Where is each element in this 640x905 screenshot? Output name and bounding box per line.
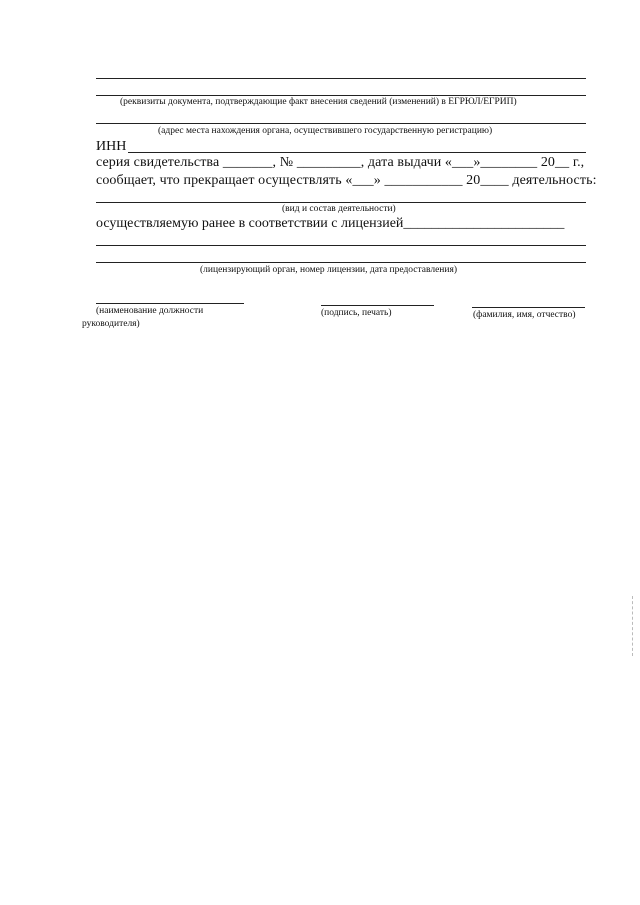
certificate-line: серия свидетельства _______, № _________, дата выдачи «___»________ 20__ г., [96,155,585,170]
blank-line-2 [96,95,586,96]
full-name-line [472,307,585,308]
signature-line [321,305,434,306]
blank-line-license-2 [96,262,586,263]
caption-signature-stamp: (подпись, печать) [321,308,392,318]
blank-line-activity [96,202,586,203]
scan-edge-marks [632,596,635,656]
caption-full-name: (фамилия, имя, отчество) [473,310,576,320]
ceases-activity-line: сообщает, что прекращает осуществлять «___» ___________ 20____ деятельность: [96,173,597,188]
blank-line-license-1 [96,245,586,246]
caption-registration-address: (адрес места нахождения органа, осуществившего государственную регистрацию) [158,126,493,136]
caption-egrul-details: (реквизиты документа, подтверждающие факт внесения сведений (изменений) в ЕГРЮЛ/ЕГРИП) [120,97,517,107]
caption-position-title: (наименование должности [96,306,204,316]
position-line [96,303,244,304]
inn-field-line [128,152,586,153]
blank-line-1 [96,78,586,79]
inn-label: ИНН [96,139,127,154]
caption-position-title-cont: руководителя) [82,319,140,329]
previous-activity-line: осуществляемую ранее в соответствии с лицензией_______________________ [96,216,565,231]
blank-line-3 [96,123,586,124]
caption-license-details: (лицензирующий орган, номер лицензии, дата предоставления) [200,265,458,275]
caption-activity-type: (вид и состав деятельности) [282,204,396,214]
